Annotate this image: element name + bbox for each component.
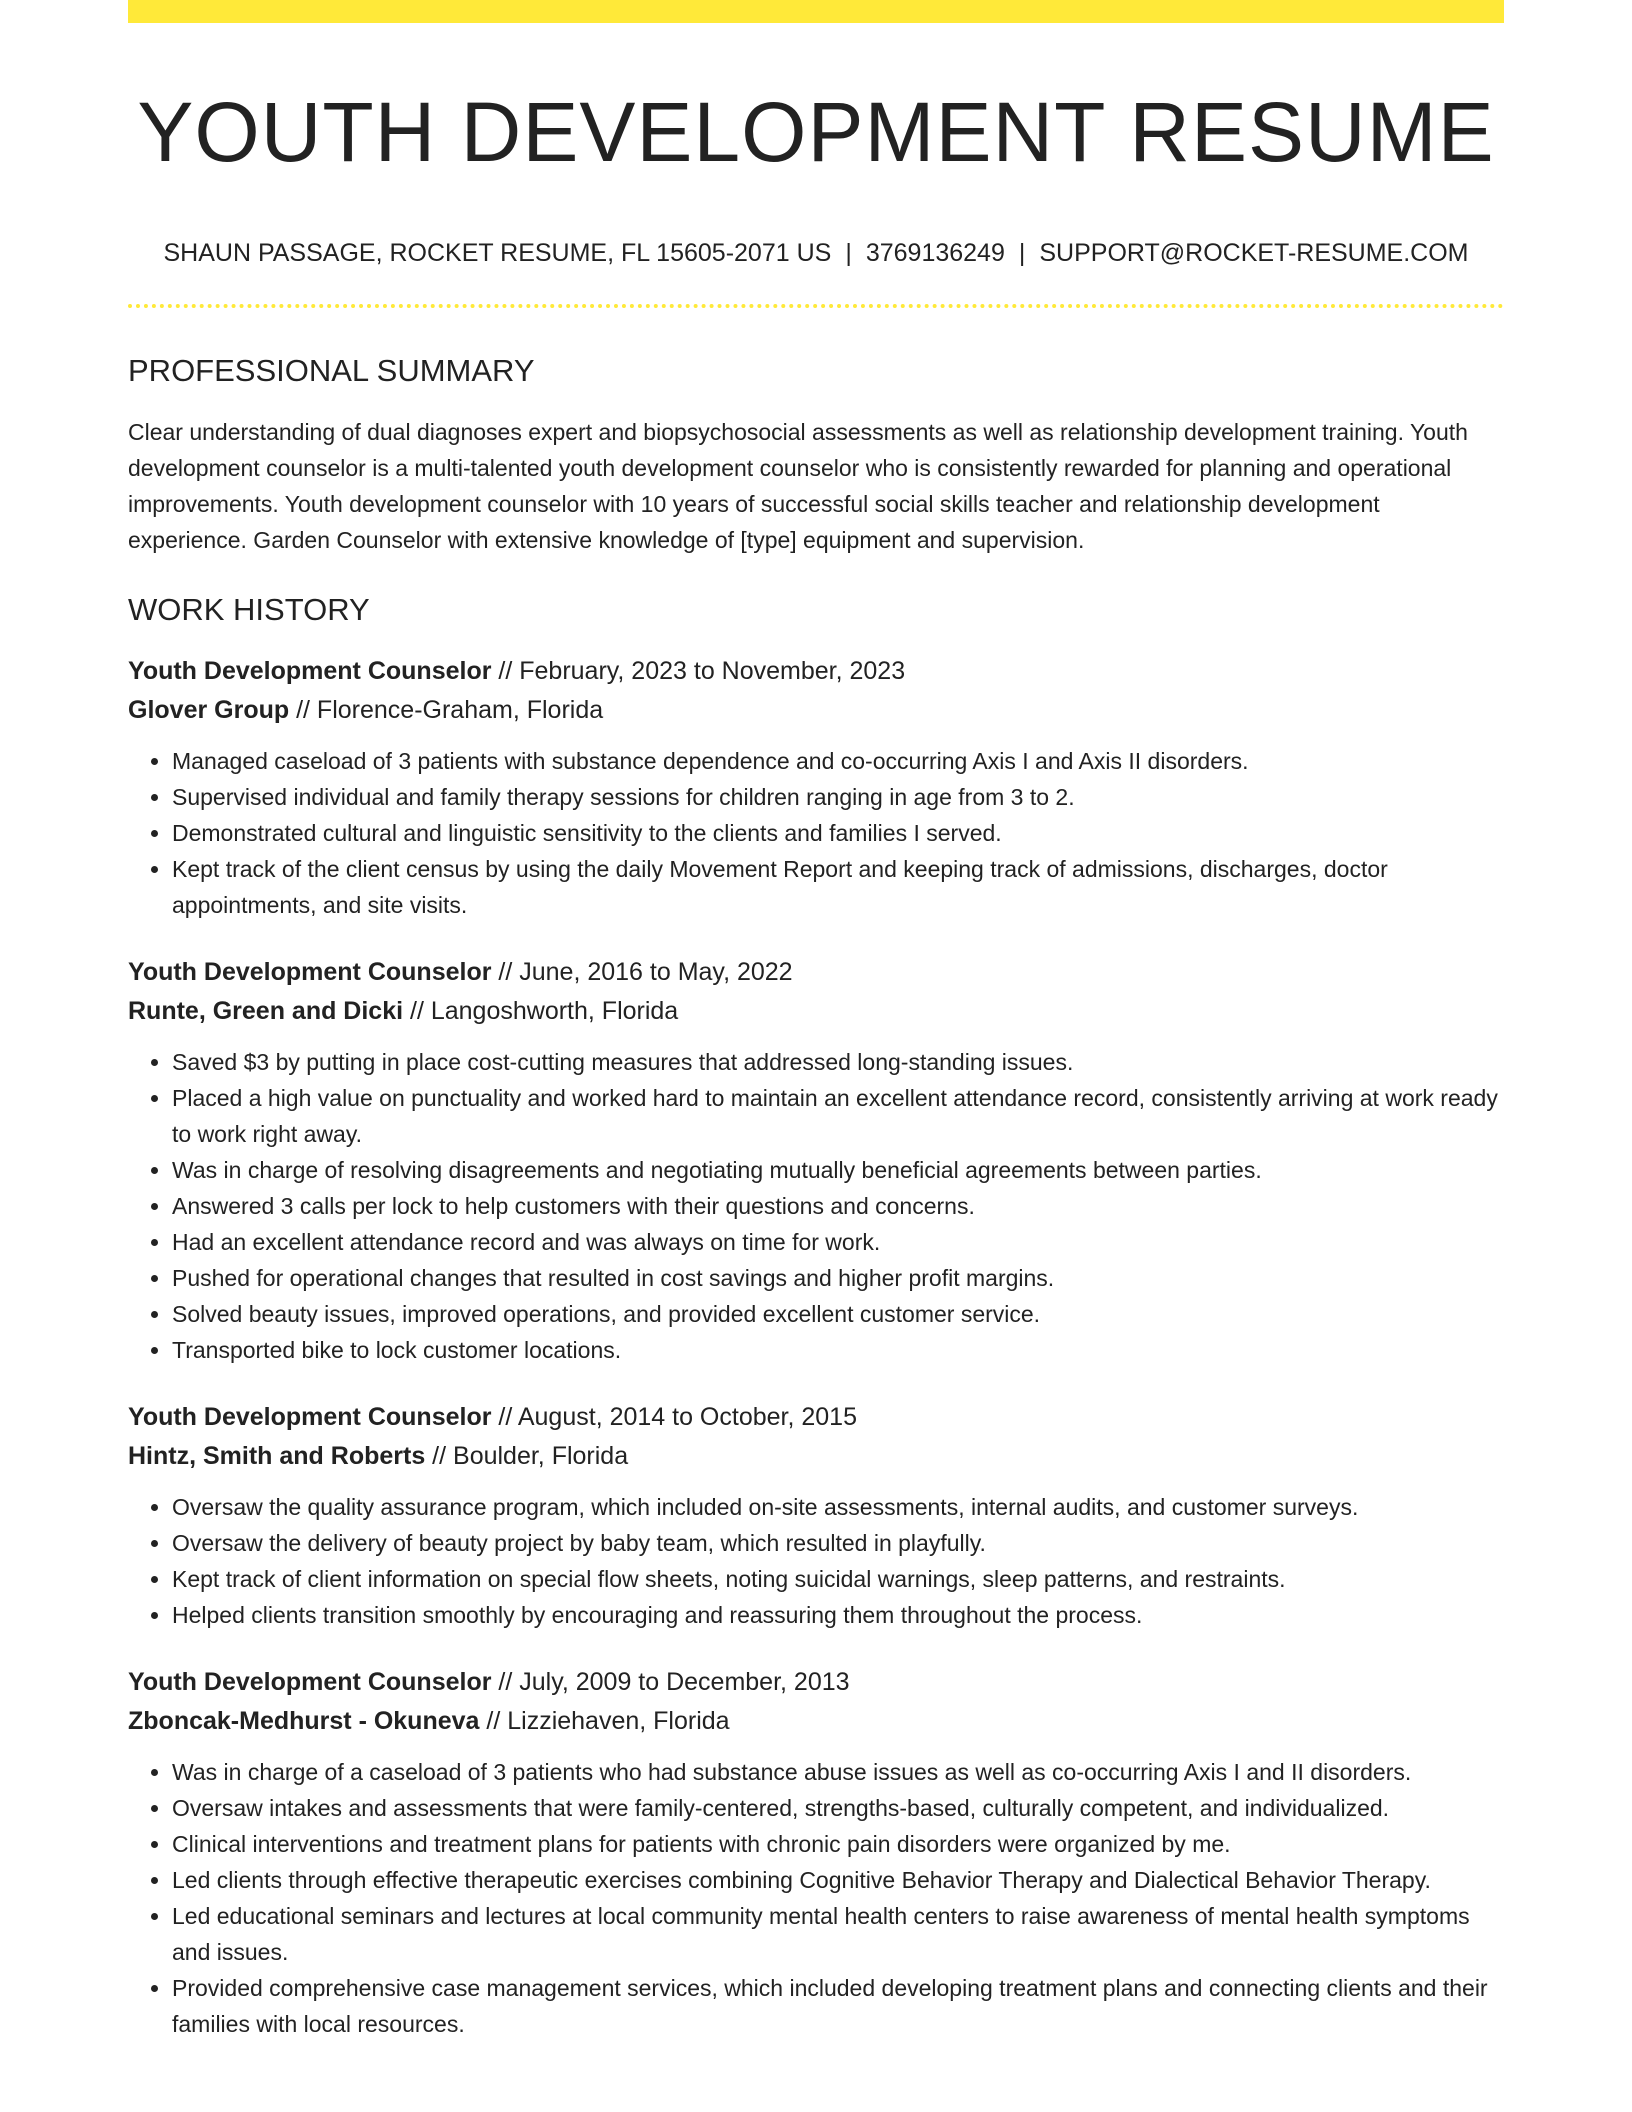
- work-history-heading: WORK HISTORY: [128, 591, 370, 627]
- duty-item: • Provided comprehensive case management services, which included developing treatment plans and connecting clients and their families with local resources.: [172, 1970, 1504, 2042]
- job-entry: [128, 1663, 1504, 2042]
- job-company: Zboncak-Medhurst - Okuneva: [128, 1706, 480, 1735]
- duty-list: [128, 743, 1504, 923]
- job-company: Glover Group: [128, 695, 290, 724]
- job-list: [128, 652, 1504, 2042]
- contact-line: [128, 238, 1504, 268]
- job-title: Youth Development Counselor: [128, 1667, 492, 1696]
- duty-item: • Saved $3 by putting in place cost-cutting measures that addressed long-standing issues.: [172, 1044, 1504, 1080]
- job-title: Youth Development Counselor: [128, 1402, 492, 1431]
- duty-item: • Transported bike to lock customer locations.: [172, 1332, 1504, 1368]
- job-company-line: [128, 1437, 1504, 1476]
- contact-separator: |: [1018, 239, 1026, 268]
- duty-item: • Helped clients transition smoothly by encouraging and reassuring them throughout the process.: [172, 1597, 1504, 1633]
- job-title-line: [128, 1398, 1504, 1437]
- contact-separator: |: [845, 239, 852, 268]
- job-company: Runte, Green and Dicki: [128, 996, 404, 1025]
- duty-item: • Was in charge of resolving disagreements and negotiating mutually beneficial agreements between parties.: [172, 1152, 1504, 1188]
- job-company-line: [128, 691, 1504, 730]
- duty-list: [128, 1489, 1504, 1633]
- job-company-line: [128, 1702, 1504, 1741]
- job-location: // Lizziehaven, Florida: [479, 1706, 730, 1735]
- job-entry: [128, 953, 1504, 1368]
- top-accent-bar: [128, 0, 1504, 23]
- job-entry: [128, 1398, 1504, 1633]
- duty-item: • Demonstrated cultural and linguistic sensitivity to the clients and families I served.: [172, 815, 1504, 851]
- job-entry: [128, 652, 1504, 923]
- job-dates: // June, 2016 to May, 2022: [491, 957, 793, 986]
- duty-item: • Solved beauty issues, improved operations, and provided excellent customer service.: [172, 1296, 1504, 1332]
- duty-list: [128, 1044, 1504, 1368]
- resume-title: YOUTH DEVELOPMENT RESUME: [137, 85, 1495, 179]
- duty-item: • Was in charge of a caseload of 3 patients who had substance abuse issues as well as co-occurring Axis I and II disorders.: [172, 1754, 1504, 1790]
- duty-item: • Kept track of client information on special flow sheets, noting suicidal warnings, sleep patterns, and restraints.: [172, 1561, 1504, 1597]
- duty-item: • Clinical interventions and treatment plans for patients with chronic pain disorders were organized by me.: [172, 1826, 1504, 1862]
- job-company-line: [128, 992, 1504, 1031]
- duty-item: • Answered 3 calls per lock to help customers with their questions and concerns.: [172, 1188, 1504, 1224]
- contact-phone: 3769136249: [865, 239, 1005, 268]
- job-title: Youth Development Counselor: [128, 656, 492, 685]
- job-location: // Florence-Graham, Florida: [289, 695, 604, 724]
- job-title: Youth Development Counselor: [128, 957, 492, 986]
- job-company: Hintz, Smith and Roberts: [128, 1441, 426, 1470]
- summary-heading: PROFESSIONAL SUMMARY: [128, 353, 535, 389]
- job-dates: // July, 2009 to December, 2013: [491, 1667, 850, 1696]
- job-dates: // February, 2023 to November, 2023: [491, 656, 906, 685]
- contact-email: SUPPORT@ROCKET-RESUME.COM: [1039, 239, 1469, 268]
- dotted-divider: [128, 304, 1504, 308]
- job-location: // Boulder, Florida: [425, 1441, 629, 1470]
- duty-item: • Oversaw the delivery of beauty project by baby team, which resulted in playfully.: [172, 1525, 1504, 1561]
- job-location: // Langoshworth, Florida: [403, 996, 679, 1025]
- duty-item: • Had an excellent attendance record and was always on time for work.: [172, 1224, 1504, 1260]
- duty-item: • Placed a high value on punctuality and worked hard to maintain an excellent attendance record, consistently arriving at work ready to work right away.: [172, 1080, 1504, 1152]
- duty-item: • Pushed for operational changes that resulted in cost savings and higher profit margins.: [172, 1260, 1504, 1296]
- duty-list: [128, 1754, 1504, 2042]
- duty-item: • Managed caseload of 3 patients with substance dependence and co-occurring Axis I and Axis II disorders.: [172, 743, 1504, 779]
- duty-item: • Kept track of the client census by using the daily Movement Report and keeping track of admissions, discharges, doctor appointments, and site visits.: [172, 851, 1504, 923]
- job-dates: // August, 2014 to October, 2015: [491, 1402, 857, 1431]
- duty-item: • Oversaw the quality assurance program, which included on-site assessments, internal audits, and customer surveys.: [172, 1489, 1504, 1525]
- duty-item: • Led clients through effective therapeutic exercises combining Cognitive Behavior Therapy and Dialectical Behavior Therapy.: [172, 1862, 1504, 1898]
- duty-item: • Supervised individual and family therapy sessions for children ranging in age from 3 to 2.: [172, 779, 1504, 815]
- resume-page: [128, 0, 1504, 2042]
- job-title-line: [128, 1663, 1504, 1702]
- duty-item: • Led educational seminars and lectures at local community mental health centers to raise awareness of mental health symptoms and issues.: [172, 1898, 1504, 1970]
- job-title-line: [128, 652, 1504, 691]
- summary-text: Clear understanding of dual diagnoses expert and biopsychosocial assessments as well as relationship development training. Youth development counselor is a multi-talented youth development counselor who is consistently rewarded for planning and operational improvements. Youth development counselor with 10 years of successful social skills teacher and relationship development experience. Garden Counselor with extensive knowledge of [type] equipment and supervision.: [128, 418, 1468, 553]
- job-title-line: [128, 953, 1504, 992]
- contact-address: SHAUN PASSAGE, ROCKET RESUME, FL 15605-2071 US: [163, 239, 832, 268]
- duty-item: • Oversaw intakes and assessments that were family-centered, strengths-based, culturally competent, and individualized.: [172, 1790, 1504, 1826]
